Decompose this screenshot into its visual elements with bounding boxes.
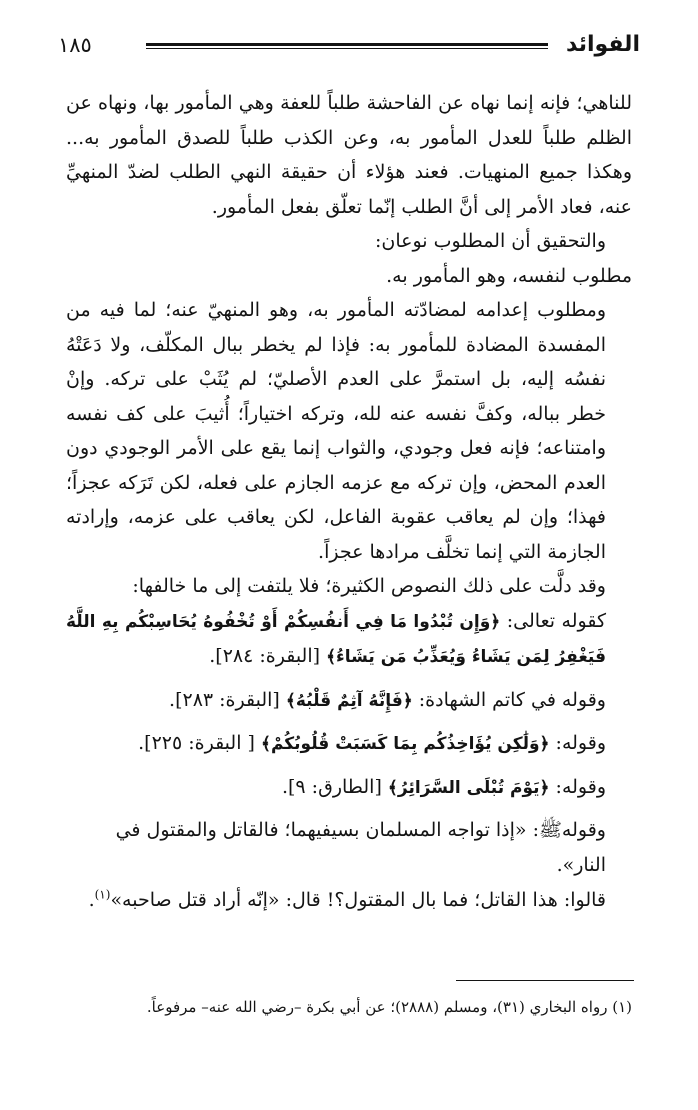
quran-verse: ﴿فَإِنَّهُ آثِمٌ قَلْبُهُ﴾ (285, 690, 413, 711)
qalu-end: . (88, 889, 95, 911)
page-number: ١٨٥ (58, 33, 92, 57)
quran-quote-3 (66, 726, 632, 762)
book-title: الفوائد (566, 32, 640, 57)
footnote: (١) رواه البخاري (٣١)، ومسلم (٢٨٨٨)؛ عن أبي بكرة –رضي الله عنه– مرفوعاً. (146, 998, 632, 1016)
paragraph-1: للناهي؛ فإنه إنما نهاه عن الفاحشة طلباً للعفة وهي المأمور بها، ونهاه عن الظلم طلباً للعدل المأمور به، وعن الكذب طلباً للصدق المأمور به... وهكذا جميع المنهيات. فعند هؤلاء أن حقيقة النهي الطلب لضدّ المنهيِّ عنه، فعاد الأمر إلى أنَّ الطلب إنّما تعلّق بفعل المأمور. (66, 92, 632, 218)
quran-quote-1 (66, 604, 632, 675)
qalu-paragraph (66, 883, 632, 918)
qalu-text: قالوا: هذا القاتل؛ فما بال المقتول؟! قال: «إنّه أراد قتل صاحبه» (110, 889, 606, 911)
footnote-separator (456, 980, 634, 981)
running-header (58, 28, 640, 64)
paragraph-3: مطلوب لنفسه، وهو المأمور به. (386, 264, 632, 287)
footnote-reference[interactable]: (١) (94, 887, 111, 902)
quran-verse: ﴿وَإِن تُبْدُوا مَا فِي أَنفُسِكُمْ أَوْ تُخْفُوهُ يُحَاسِبْكُم بِهِ اللَّهُ فَيَغْفِرُ لِمَن يَشَاءُ وَيُعَذِّبُ مَن يَشَاءُ﴾ (66, 611, 606, 667)
quran-quote-2 (66, 683, 632, 719)
quran-verse: ﴿وَلَٰكِن يُؤَاخِذُكُم بِمَا كَسَبَتْ قُلُوبُكُمْ﴾ (260, 734, 550, 754)
verse-reference: [ البقرة: ٢٢٥]. (138, 732, 255, 754)
quote-intro: كقوله تعالى: (506, 609, 607, 632)
paragraph-2: والتحقيق أن المطلوب نوعان: (375, 230, 606, 252)
verse-reference: [البقرة: ٢٨٣]. (169, 688, 280, 711)
main-text (66, 86, 632, 918)
quote-intro: وقوله: (555, 775, 606, 798)
verse-reference: [الطارق: ٩]. (281, 775, 382, 798)
quote-intro: وقوله في كاتم الشهادة: (418, 688, 606, 711)
hadith-quote: وقولهﷺ: «إذا تواجه المسلمان بسيفيهما؛ فالقاتل والمقتول في النار». (115, 819, 606, 876)
quran-verse: ﴿يَوْمَ تُبْلَى السَّرَائِرُ﴾ (387, 777, 550, 798)
header-rule-thin (146, 48, 548, 49)
quote-intro: وقوله: (555, 732, 606, 754)
paragraph-5: وقد دلَّت على ذلك النصوص الكثيرة؛ فلا يلتفت إلى ما خالفها: (132, 575, 606, 597)
verse-reference: [البقرة: ٢٨٤]. (209, 645, 321, 667)
paragraph-4: ومطلوب إعدامه لمضادّته المأمور به، وهو المنهيّ عنه؛ لما فيه من المفسدة المضادة للمأمور به: فإذا لم يخطر ببال المكلّف، ولا دَعَتْهُ نفسُه إليه، بل استمرَّ على العدم الأصليّ؛ لم يُثَبْ على تركه. وإنْ خطر بباله، وكفَّ نفسه عنه لله، وتركه اختياراً؛ أُثيبَ على كف نفسه وامتناعه؛ فإنه فعل وجودي، والثواب إنما يقع على الأمر الوجودي دون العدم المحض، وإن تركه مع عزمه الجازم على فعله، لكن تَرَكه عجزاً؛ فهذا؛ وإن لم يعاقب عقوبة الفاعل، لكن يعاقب على عزمه، وإرادته الجازمة التي إنما تخلَّف مرادها عجزاً. (66, 299, 606, 563)
quran-quote-4 (66, 770, 632, 806)
header-rule-thick (146, 43, 548, 46)
